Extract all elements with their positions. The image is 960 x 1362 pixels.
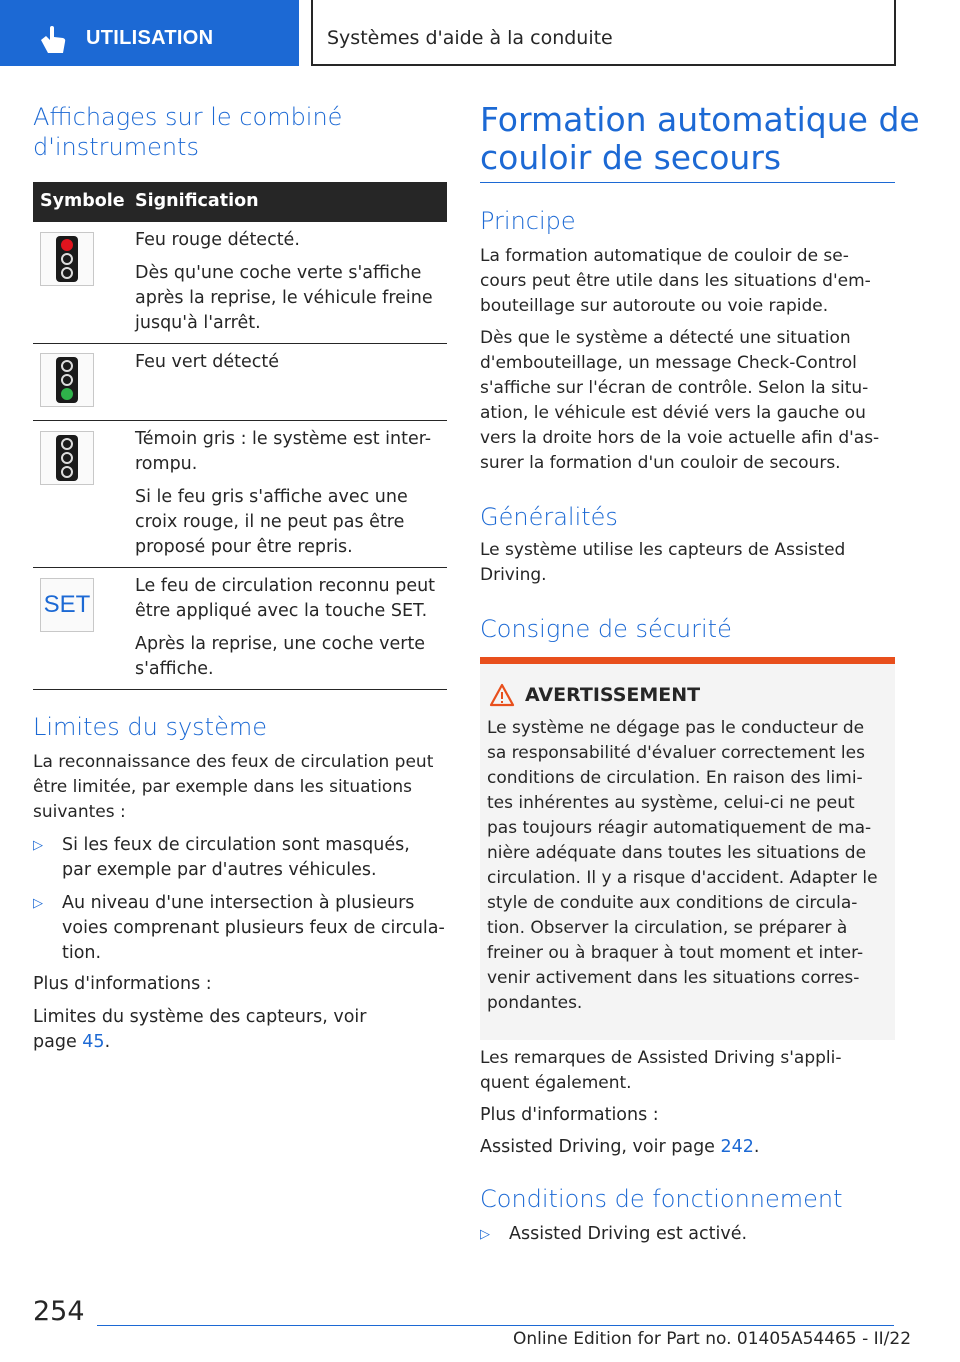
grey-traffic-light-icon	[40, 431, 94, 485]
cell-text: Après la reprise, une coche verte	[135, 634, 426, 654]
text-line: pas toujours réagir automatiquement de ma-	[487, 818, 872, 838]
list-item: Assisted Driving est activé.	[509, 1224, 748, 1244]
table-header	[33, 182, 447, 222]
text-line: Les remarques de Assisted Driving s'appli-	[480, 1048, 842, 1068]
text-line: Driving.	[480, 565, 547, 585]
reference-text	[33, 1005, 366, 1055]
text-line: Le système ne dégage pas le conducteur de	[487, 718, 865, 738]
set-button-icon	[40, 578, 94, 632]
cell-text: Si le feu gris s'affiche avec une	[135, 487, 408, 507]
limits-intro	[33, 750, 433, 825]
warning-triangle-icon	[489, 683, 515, 707]
table-row	[135, 350, 279, 375]
cell-text: rompu.	[135, 454, 198, 474]
chapter-tab	[0, 0, 299, 66]
text-line: être limitée, par exemple dans les situations	[33, 777, 412, 797]
text-line: La reconnaissance des feux de circulation peut	[33, 752, 434, 772]
ref-prefix: page	[33, 1032, 83, 1052]
section-title: Systèmes d'aide à la conduite	[327, 27, 613, 49]
text-line: sa responsabilité d'évaluer correctement les	[487, 743, 865, 763]
table-row	[135, 574, 435, 624]
text-line: Si les feux de circulation sont masqués,	[62, 835, 410, 855]
warning-text	[487, 716, 878, 1016]
bullet-icon: ▷	[33, 896, 43, 911]
bullet-icon: ▷	[33, 838, 43, 853]
text-line: circulation. Il y a risque d'accident. Adapter le	[487, 868, 878, 888]
list-item	[62, 833, 410, 883]
text-line: bouteillage sur autoroute ou voie rapide.	[480, 296, 829, 316]
cell-text: s'affiche.	[135, 659, 214, 679]
row-divider	[33, 420, 447, 421]
cell-text: jusqu'à l'arrêt.	[135, 313, 261, 333]
text-line: nière adéquate dans toutes les situations de	[487, 843, 867, 863]
list-item	[62, 891, 445, 966]
assisted-driving-note	[480, 1046, 841, 1096]
principle-paragraph-2	[480, 326, 879, 476]
page-link[interactable]: 45	[82, 1032, 105, 1052]
heading-line: Affichages sur le combiné	[33, 103, 343, 131]
text-line	[33, 1030, 366, 1055]
row-divider	[33, 567, 447, 568]
footer-rule	[97, 1325, 894, 1326]
text-line: Au niveau d'une intersection à plusieurs	[62, 893, 415, 913]
text-line: s'affiche sur l'écran de contrôle. Selon la situ-	[480, 378, 869, 398]
title-line: couloir de secours	[480, 138, 782, 177]
cell-text: Feu rouge détecté.	[135, 230, 300, 250]
page-number: 254	[33, 1296, 85, 1327]
text-line: tes inhérentes au système, celui-ci ne peut	[487, 793, 855, 813]
general-heading: Généralités	[480, 503, 618, 531]
text-line: freiner ou à braquer à tout moment et inter-	[487, 943, 864, 963]
instrument-display-heading	[33, 102, 342, 162]
conditions-heading: Conditions de fonctionnement	[480, 1185, 843, 1213]
text-line: surer la formation d'un couloir de secours.	[480, 453, 841, 473]
cell-text: être appliqué avec la touche SET.	[135, 601, 428, 621]
red-traffic-light-icon	[40, 232, 94, 286]
text-line: voies comprenant plusieurs feux de circula-	[62, 918, 445, 938]
cell-text: Le feu de circulation reconnu peut	[135, 576, 436, 596]
table-row-detail	[135, 261, 433, 336]
text-line: vers la droite hors de la voie actuelle afin d'as-	[480, 428, 880, 448]
column-symbol: Symbole	[40, 191, 125, 211]
text-line: conditions de circulation. En raison des limi-	[487, 768, 863, 788]
warning-title: AVERTISSEMENT	[525, 684, 701, 706]
text-line: quent également.	[480, 1073, 632, 1093]
text-line: Dès que le système a détecté une situation	[480, 328, 851, 348]
text-line: tion. Observer la circulation, se préparer à	[487, 918, 848, 938]
green-traffic-light-icon	[40, 353, 94, 407]
ref-prefix: Assisted Driving, voir page	[480, 1137, 721, 1157]
cell-text: croix rouge, il ne peut pas être	[135, 512, 405, 532]
text-line: cours peut être utile dans les situations d'em-	[480, 271, 871, 291]
warning-bar	[480, 657, 895, 664]
text-line: style de conduite aux conditions de circula-	[487, 893, 858, 913]
general-paragraph	[480, 538, 845, 588]
row-divider	[33, 689, 447, 690]
table-row-detail	[135, 485, 408, 560]
text-line: venir activement dans les situations corres-	[487, 968, 860, 988]
heading-line: d'instruments	[33, 133, 199, 161]
table-row	[135, 427, 431, 477]
ref-suffix: .	[104, 1032, 111, 1052]
more-info-label: Plus d'informations :	[480, 1105, 659, 1125]
safety-heading: Consigne de sécurité	[480, 615, 732, 643]
principle-heading: Principe	[480, 207, 576, 235]
edition-text: Online Edition for Part no. 01405A54465 - II/22	[513, 1329, 912, 1349]
text-line: suivantes :	[33, 802, 126, 822]
limits-heading: Limites du système	[33, 713, 267, 741]
page-title	[480, 101, 920, 177]
hand-pointer-icon	[38, 26, 68, 54]
text-line: d'embouteillage, un message Check-Control	[480, 353, 857, 373]
bullet-icon: ▷	[480, 1227, 490, 1242]
text-line: pondantes.	[487, 993, 583, 1013]
text-line: tion.	[62, 943, 102, 963]
page-link[interactable]: 242	[720, 1137, 754, 1157]
title-underline	[480, 182, 895, 183]
cell-text: proposé pour être repris.	[135, 537, 353, 557]
table-row	[135, 228, 300, 253]
text-line: La formation automatique de couloir de se-	[480, 246, 849, 266]
text-line: Limites du système des capteurs, voir	[33, 1007, 367, 1027]
row-divider	[33, 343, 447, 344]
ref-suffix: .	[753, 1137, 760, 1157]
set-label: SET	[43, 591, 91, 618]
more-info-label: Plus d'informations :	[33, 974, 212, 994]
reference-text	[480, 1135, 760, 1160]
title-line: Formation automatique de	[480, 100, 920, 139]
text-line: ation, le véhicule est dévié vers la gauche ou	[480, 403, 866, 423]
cell-text: après la reprise, le véhicule freine	[135, 288, 433, 308]
chapter-title: UTILISATION	[86, 27, 214, 49]
text-line: Le système utilise les capteurs de Assisted	[480, 540, 846, 560]
cell-text: Dès qu'une coche verte s'affiche	[135, 263, 422, 283]
principle-paragraph-1	[480, 244, 871, 319]
cell-text: Feu vert détecté	[135, 352, 280, 372]
text-line: par exemple par d'autres véhicules.	[62, 860, 377, 880]
column-meaning: Signification	[135, 191, 259, 211]
cell-text: Témoin gris : le système est inter-	[135, 429, 432, 449]
table-row-detail	[135, 632, 425, 682]
